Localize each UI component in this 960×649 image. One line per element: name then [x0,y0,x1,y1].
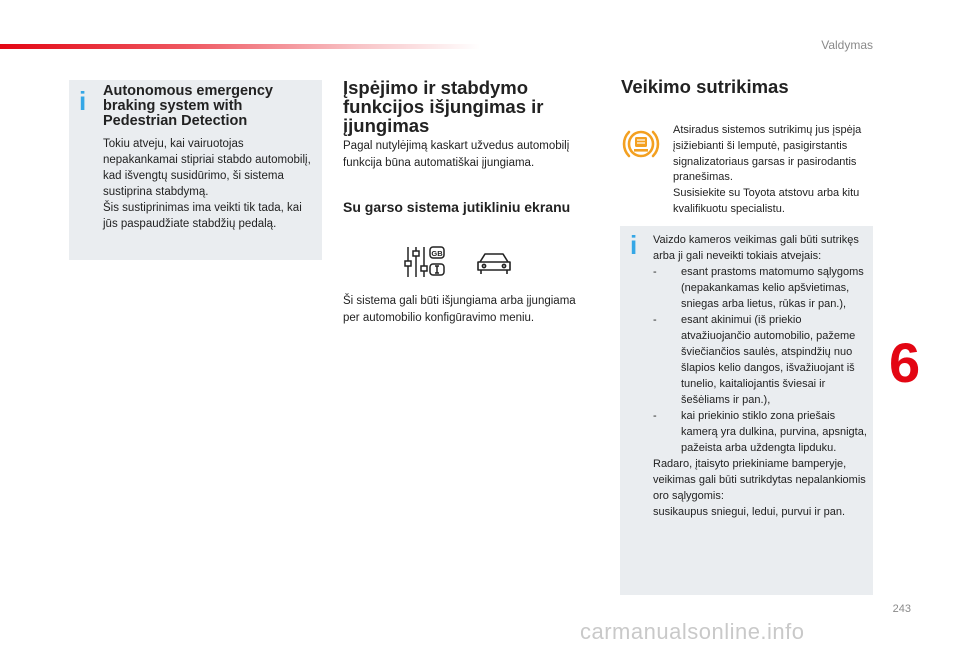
subsection-title-touchscreen: Su garso sistema jutikliniu ekranu [343,199,571,215]
gb-badge: GB [431,249,443,258]
chapter-number: 6 [889,331,921,394]
info-box-outro-1: Radaro, įtaisyto priekiniame bamperyje, veikimas gali būti sutrikdytas nepalankiomis oro sąlygomis: [653,458,866,502]
info-box-aeb [69,80,322,260]
deactivation-outro: Ši sistema gali būti išjungiama arba įjungiama per automobilio konfigūravimo meniu. [343,295,576,324]
bullet-marker: - [653,410,657,422]
info-box-title: Autonomous emergency braking system with Pedestrian Detection [103,83,273,129]
section-title-malfunction: Veikimo sutrikimas [621,76,789,97]
info-box-text-1: Tokiu atveju, kai vairuotojas nepakankamai stipriai stabdo automobilį, kad išvengtų susidūrimo, ši sistema sustiprina stabdymą. [103,138,311,198]
malfunction-text-2: Susisiekite su Toyota atstovu arba kitu kvalifikuotu specialistu. [673,187,860,215]
brake-warning-icon [621,124,661,164]
malfunction-text-1: Atsiradus sistemos sutrikimų jus įspėja įsižiebianti ši lemputė, pasigirstantis signalizatoriaus garsas ir pasirodantis pranešimas. [673,124,862,184]
chapter-color-bar [0,44,480,49]
info-box-text-2: Šis sustiprinimas ima veikti tik tada, kai jūs paspaudžiate stabdžių pedalą. [103,202,302,230]
info-box-camera [620,226,873,595]
info-box-intro: Vaizdo kameros veikimas gali būti sutrikęs arba ji gali neveikti tokiais atvejais: [653,234,859,262]
bullet-marker: - [653,266,657,278]
watermark: carmanualsonline.info [580,619,805,644]
bullet-marker: - [653,314,657,326]
list-item: - esant akinimui (iš priekio atvažiuojančio automobilio, pažeme šviečiančios saulės, atspindžių nuo šlapios kelio dangos, išvažiuojant iš tunelio, kaitaliojantis šviesai ir šešėliams ir pan.), [653,314,856,406]
menu-icons [404,244,524,280]
deactivation-intro: Pagal nutylėjimą kaskart užvedus automobilį funkcija būna automatiškai įjungiama. [343,140,570,169]
malfunction-text [673,123,878,218]
car-front-icon [476,250,512,276]
info-box-content [653,232,868,520]
page-number: 243 [892,603,911,615]
info-box-outro-2: susikaupus sniegui, ledui, purvui ir pan. [653,506,846,518]
info-icon: i [79,86,87,116]
section-header: Valdymas [821,38,873,52]
info-icon: i [630,230,638,260]
section-title-deactivation: Įspėjimo ir stabdymo funkcijos išjungimas ir įjungimas [343,77,544,136]
info-box-text [103,136,318,232]
list-item: - kai priekinio stiklo zona priešais kamerą yra dulkina, purvina, apsnigta, pažeista arba uždengta lipduku. [653,410,867,454]
list-item: - esant prastoms matomumo sąlygoms (nepakankamas kelio apšvietimas, sniegas arba lietus, rūkas ir pan.), [653,266,864,310]
